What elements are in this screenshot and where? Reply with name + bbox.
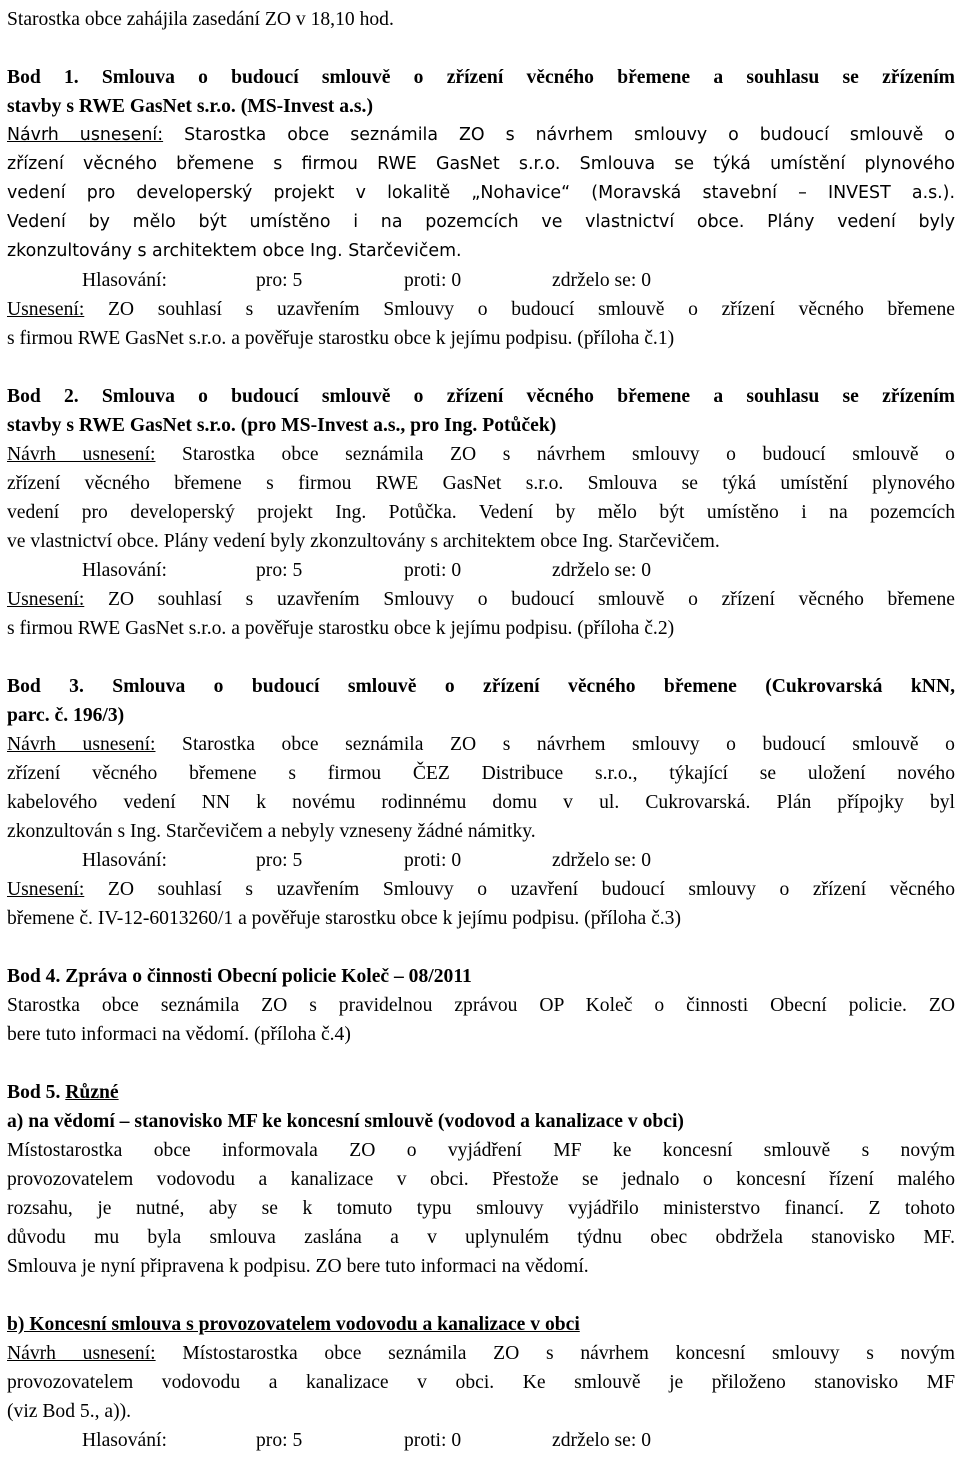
navrh-label: Návrh usnesení: [7,1343,156,1364]
bod1-usneseni-cont: s firmou RWE GasNet s.r.o. a pověřuje starostku obce k jejímu podpisu. (příloha č.1) [7,328,675,349]
bod5b-text: (viz Bod 5., a)). [7,1401,132,1422]
bod3-navrh-line: Návrh usnesení: Starostka obce seznámila ZO s návrhem smlouvy o budoucí smlouvě o [7,734,955,755]
document-page [7,5,955,1455]
navrh-label: Návrh usnesení: [7,125,164,145]
bod4-heading: Bod 4. Zpráva o činnosti Obecní policie Koleč – 08/2011 [7,966,472,987]
bod3-text: zkonzultován s Ing. Starčevičem a nebyly vzneseny žádné námitky. [7,821,536,842]
bod4-text: Starostka obce seznámila ZO s pravidelnou zprávou OP Koleč o činnosti Obecní policie. ZO [7,995,955,1016]
navrh-label: Návrh usnesení: [7,444,156,465]
bod4-text: bere tuto informaci na vědomí. (příloha č.4) [7,1024,351,1045]
bod1-usneseni: Usnesení: ZO souhlasí s uzavřením Smlouvy o budoucí smlouvě o zřízení věcného břemene [7,299,955,320]
bod5b-heading: b) Koncesní smlouva s provozovatelem vodovodu a kanalizace v obci [7,1314,580,1335]
bod1-text: zkonzultovány s architektem obce Ing. Starčevičem. [7,241,462,261]
bod5a-heading: a) na vědomí – stanovisko MF ke koncesní smlouvě (vodovod a kanalizace v obci) [7,1111,684,1132]
bod3-text: zřízení věcného břemene s firmou ČEZ Distribuce s.r.o., týkající se uložení nového [7,763,955,784]
bod5a-text: Smlouva je nyní připravena k podpisu. ZO bere tuto informaci na vědomí. [7,1256,589,1277]
bod3-usneseni: Usnesení: ZO souhlasí s uzavřením Smlouvy o uzavření budoucí smlouvy o zřízení věcného [7,879,955,900]
bod5b-vote: Hlasování: pro: 5 proti: 0 zdrželo se: 0 [82,1430,652,1451]
navrh-label: Návrh usnesení: [7,734,156,755]
bod5-heading: Bod 5. Různé [7,1082,119,1103]
bod1-heading: Bod 1. Smlouva o budoucí smlouvě o zřízení věcného břemene a souhlasu se zřízením [7,67,955,88]
bod3-text: kabelového vedení NN k novému rodinnému domu v ul. Cukrovarská. Plán přípojky byl [7,792,955,813]
bod5a-text: provozovatelem vodovodu a kanalizace v obci. Přestože se jednalo o koncesní řízení malého [7,1169,955,1190]
bod2-usneseni: Usnesení: ZO souhlasí s uzavřením Smlouvy o budoucí smlouvě o zřízení věcného břemene [7,589,955,610]
bod1-vote: Hlasování: pro: 5 proti: 0 zdrželo se: 0 [82,270,652,291]
bod5b-text: provozovatelem vodovodu a kanalizace v obci. Ke smlouvě je přiloženo stanovisko MF [7,1372,955,1393]
usneseni-label: Usnesení: [7,879,85,900]
bod2-heading-cont: stavby s RWE GasNet s.r.o. (pro MS-Invest a.s., pro Ing. Potůček) [7,415,557,436]
bod2-text: zřízení věcného břemene s firmou RWE GasNet s.r.o. Smlouva se týká umístění plynového [7,473,955,494]
bod3-heading: Bod 3. Smlouva o budoucí smlouvě o zřízení věcného břemene (Cukrovarská kNN, [7,676,955,697]
bod1-text: vedení pro developerský projekt v lokalitě „Nohavice“ (Moravská stavební – INVEST a.s.). [7,183,955,203]
bod2-usneseni-cont: s firmou RWE GasNet s.r.o. a pověřuje starostku obce k jejímu podpisu. (příloha č.2) [7,618,675,639]
bod3-vote: Hlasování: pro: 5 proti: 0 zdrželo se: 0 [82,850,652,871]
usneseni-label: Usnesení: [7,589,85,610]
bod5a-text: Místostarostka obce informovala ZO o vyjádření MF ke koncesní smlouvě s novým [7,1140,955,1161]
bod2-text: ve vlastnictví obce. Plány vedení byly zkonzultovány s architektem obce Ing. Starčevičem. [7,531,720,552]
bod1-text: Vedení by mělo být umístěno i na pozemcích ve vlastnictví obce. Plány vedení byly [7,212,955,232]
bod5a-text: důvodu mu byla smlouva zaslána a v uplynulém týdnu obec obdržela stanovisko MF. [7,1227,955,1248]
usneseni-label: Usnesení: [7,299,85,320]
bod2-vote: Hlasování: pro: 5 proti: 0 zdrželo se: 0 [82,560,652,581]
bod1-text: zřízení věcného břemene s firmou RWE GasNet s.r.o. Smlouva se týká umístění plynového [7,154,955,174]
bod3-heading-cont: parc. č. 196/3) [7,705,125,726]
bod2-navrh-line: Návrh usnesení: Starostka obce seznámila ZO s návrhem smlouvy o budoucí smlouvě o [7,444,955,465]
bod2-heading: Bod 2. Smlouva o budoucí smlouvě o zřízení věcného břemene a souhlasu se zřízením [7,386,955,407]
bod3-usneseni-cont: břemene č. IV-12-6013260/1 a pověřuje starostku obce k jejímu podpisu. (příloha č.3) [7,908,682,929]
bod5b-navrh-line: Návrh usnesení: Místostarostka obce seznámila ZO s návrhem koncesní smlouvy s novým [7,1343,955,1364]
bod2-text: vedení pro developerský projekt Ing. Potůčka. Vedení by mělo být umístěno i na pozemcích [7,502,955,523]
bod1-heading-cont: stavby s RWE GasNet s.r.o. (MS-Invest a.s.) [7,96,373,117]
bod5a-text: rozsahu, je nutné, aby se k tomuto typu smlouvy vyjádřilo ministerstvo financí. Z tohoto [7,1198,955,1219]
bod1-navrh-line: Návrh usnesení: Starostka obce seznámila ZO s návrhem smlouvy o budoucí smlouvě o [7,125,955,145]
intro-line: Starostka obce zahájila zasedání ZO v 18,10 hod. [7,9,394,30]
